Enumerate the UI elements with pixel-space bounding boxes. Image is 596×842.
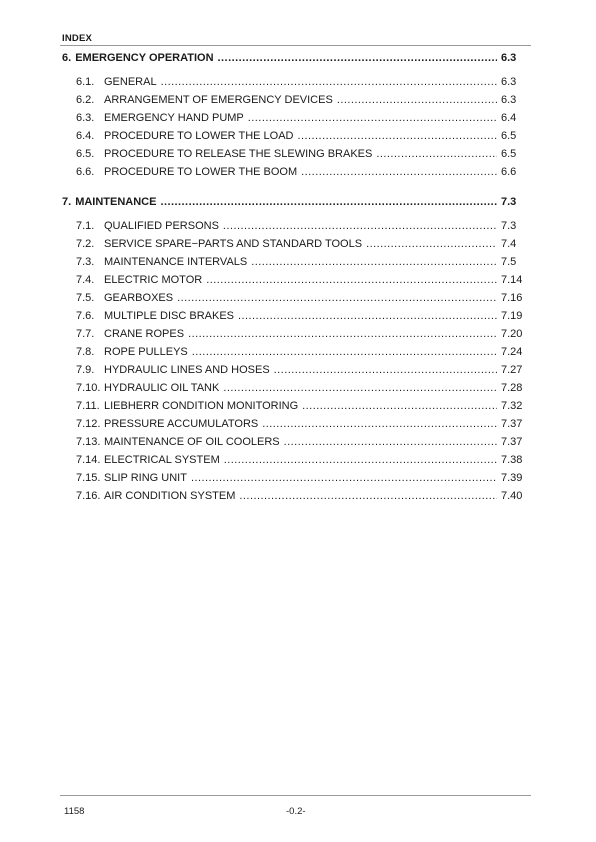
toc-subsection-entry[interactable] — [62, 382, 531, 400]
toc-subsection-entry[interactable] — [62, 364, 531, 382]
toc-subsection-entry[interactable] — [62, 238, 531, 256]
dot-leader — [366, 238, 497, 250]
dot-leader — [161, 76, 497, 88]
toc-entry-number: 6. — [62, 52, 72, 64]
toc-entry-title: MAINTENANCE OF OIL COOLERS — [104, 436, 280, 448]
toc-entry-page: 6.5 — [501, 130, 517, 142]
page-number: -0.2- — [286, 806, 306, 817]
toc-entry-number: 7. — [62, 196, 72, 208]
toc-entry-title: SLIP RING UNIT — [104, 472, 187, 484]
toc-entry-title: AIR CONDITION SYSTEM — [104, 490, 236, 502]
toc-entry-page: 7.27 — [501, 364, 523, 376]
toc-entry-page: 6.5 — [501, 148, 517, 160]
toc-entry-number: 6.1. — [76, 76, 95, 88]
dot-leader — [218, 52, 497, 64]
toc-entry-title: PROCEDURE TO LOWER THE BOOM — [104, 166, 298, 178]
toc-entry-number: 7.12. — [76, 418, 101, 430]
toc-entry-page: 7.14 — [501, 274, 523, 286]
dot-leader — [238, 310, 497, 322]
toc-entry-title: HYDRAULIC LINES AND HOSES — [104, 364, 270, 376]
toc-entry-title: EMERGENCY OPERATION — [75, 52, 214, 64]
dot-leader — [239, 490, 497, 502]
dot-leader — [274, 364, 497, 376]
toc-entry-page: 6.4 — [501, 112, 517, 124]
toc-entry-number: 7.6. — [76, 310, 95, 322]
document-number: 1158 — [64, 806, 85, 817]
toc-section — [62, 52, 531, 184]
toc-subsection-entry[interactable] — [62, 112, 531, 130]
toc-entry-number: 7.1. — [76, 220, 95, 232]
toc-subsection-entry[interactable] — [62, 346, 531, 364]
toc-entry-number: 6.6. — [76, 166, 95, 178]
toc-subsection-entry[interactable] — [62, 328, 531, 346]
toc-entry-page: 6.3 — [501, 52, 517, 64]
dot-leader — [177, 292, 497, 304]
toc-entry-page: 7.24 — [501, 346, 523, 358]
toc-chapter-entry[interactable] — [62, 196, 531, 216]
dot-leader — [160, 196, 497, 208]
dot-leader — [376, 148, 497, 160]
toc-entry-page: 7.5 — [501, 256, 517, 268]
toc-entry-number: 7.11. — [76, 400, 100, 412]
toc-entry-number: 7.9. — [76, 364, 95, 376]
toc-entry-number: 7.5. — [76, 292, 95, 304]
toc-entry-number: 7.13. — [76, 436, 101, 448]
dot-leader — [251, 256, 497, 268]
toc-subsection-entry[interactable] — [62, 256, 531, 274]
toc-entry-page: 7.3 — [501, 220, 517, 232]
dot-leader — [224, 454, 497, 466]
toc-subsection-entry[interactable] — [62, 292, 531, 310]
toc-entry-number: 7.4. — [76, 274, 95, 286]
page-header-title: INDEX — [62, 33, 93, 44]
toc-entry-page: 7.19 — [501, 310, 523, 322]
toc-entry-title: ELECTRIC MOTOR — [104, 274, 203, 286]
toc-subsection-entry[interactable] — [62, 472, 531, 490]
toc-entry-number: 7.8. — [76, 346, 95, 358]
toc-entry-page: 7.28 — [501, 382, 523, 394]
dot-leader — [223, 220, 497, 232]
dot-leader — [337, 94, 497, 106]
toc-entry-page: 7.37 — [501, 436, 523, 448]
toc-entry-number: 7.7. — [76, 328, 95, 340]
toc-entry-title: ARRANGEMENT OF EMERGENCY DEVICES — [104, 94, 333, 106]
dot-leader — [188, 328, 497, 340]
dot-leader — [301, 166, 497, 178]
toc-entry-page: 7.16 — [501, 292, 523, 304]
toc-entry-title: LIEBHERR CONDITION MONITORING — [104, 400, 299, 412]
toc-entry-title: ELECTRICAL SYSTEM — [104, 454, 220, 466]
toc-entry-number: 7.2. — [76, 238, 95, 250]
toc-subsection-entry[interactable] — [62, 400, 531, 418]
toc-entry-title: GENERAL — [104, 76, 157, 88]
toc-entry-title: MAINTENANCE INTERVALS — [104, 256, 248, 268]
toc-subsection-entry[interactable] — [62, 310, 531, 328]
toc-entry-page: 7.37 — [501, 418, 523, 430]
toc-entry-title: CRANE ROPES — [104, 328, 185, 340]
toc-section — [62, 196, 531, 508]
toc-entry-title: GEARBOXES — [104, 292, 174, 304]
dot-leader — [192, 346, 497, 358]
dot-leader — [223, 382, 497, 394]
toc-subsection-entry[interactable] — [62, 148, 531, 166]
toc-entry-title: MAINTENANCE — [75, 196, 157, 208]
dot-leader — [297, 130, 497, 142]
dot-leader — [191, 472, 497, 484]
toc-subsection-entry[interactable] — [62, 94, 531, 112]
toc-entry-number: 7.10. — [76, 382, 101, 394]
table-of-contents — [62, 52, 531, 508]
toc-entry-page: 7.39 — [501, 472, 523, 484]
toc-entry-number: 7.15. — [76, 472, 101, 484]
dot-leader — [262, 418, 497, 430]
toc-subsection-entry[interactable] — [62, 454, 531, 472]
toc-entry-page: 6.3 — [501, 76, 517, 88]
toc-entry-page: 7.3 — [501, 196, 517, 208]
toc-entry-title: SERVICE SPARE−PARTS AND STANDARD TOOLS — [104, 238, 363, 250]
toc-subsection-entry[interactable] — [62, 490, 531, 508]
header-divider — [60, 45, 531, 46]
toc-entry-page: 7.20 — [501, 328, 523, 340]
toc-entry-page: 7.40 — [501, 490, 523, 502]
footer-divider — [60, 795, 531, 796]
toc-entry-title: ROPE PULLEYS — [104, 346, 188, 358]
toc-entry-page: 7.38 — [501, 454, 523, 466]
dot-leader — [206, 274, 497, 286]
toc-entry-page: 6.6 — [501, 166, 517, 178]
toc-chapter-entry[interactable] — [62, 52, 531, 72]
toc-entry-title: PRESSURE ACCUMULATORS — [104, 418, 259, 430]
toc-entry-page: 7.32 — [501, 400, 523, 412]
dot-leader — [284, 436, 497, 448]
dot-leader — [248, 112, 497, 124]
toc-subsection-entry[interactable] — [62, 166, 531, 184]
toc-entry-title: QUALIFIED PERSONS — [104, 220, 219, 232]
toc-entry-page: 7.4 — [501, 238, 517, 250]
toc-entry-number: 6.3. — [76, 112, 95, 124]
toc-subsection-entry[interactable] — [62, 130, 531, 148]
toc-entry-title: HYDRAULIC OIL TANK — [104, 382, 220, 394]
toc-entry-number: 7.14. — [76, 454, 101, 466]
toc-entry-page: 6.3 — [501, 94, 517, 106]
toc-subsection-entry[interactable] — [62, 436, 531, 454]
toc-entry-number: 6.5. — [76, 148, 95, 160]
toc-entry-number: 6.2. — [76, 94, 95, 106]
toc-subsection-entry[interactable] — [62, 274, 531, 292]
section-spacer — [62, 184, 531, 196]
toc-subsection-entry[interactable] — [62, 418, 531, 436]
toc-entry-number: 7.3. — [76, 256, 95, 268]
toc-entry-number: 7.16. — [76, 490, 101, 502]
toc-entry-title: MULTIPLE DISC BRAKES — [104, 310, 234, 322]
toc-entry-title: PROCEDURE TO RELEASE THE SLEWING BRAKES — [104, 148, 373, 160]
dot-leader — [302, 400, 497, 412]
toc-subsection-entry[interactable] — [62, 220, 531, 238]
toc-entry-title: EMERGENCY HAND PUMP — [104, 112, 244, 124]
toc-entry-title: PROCEDURE TO LOWER THE LOAD — [104, 130, 294, 142]
toc-entry-number: 6.4. — [76, 130, 95, 142]
toc-subsection-entry[interactable] — [62, 76, 531, 94]
